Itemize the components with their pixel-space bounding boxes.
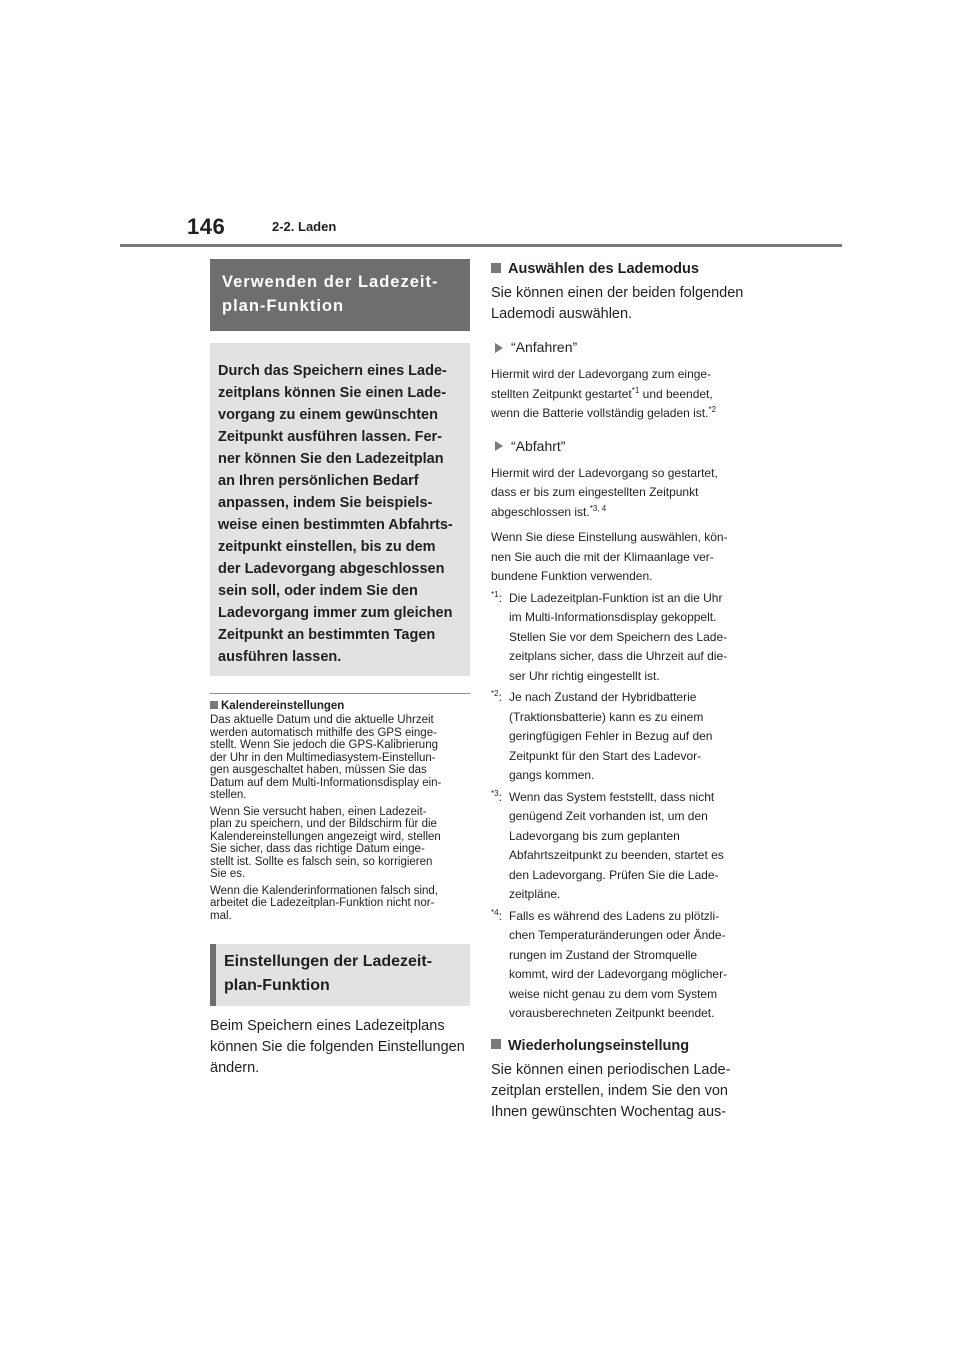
intro-line: anpassen, indem Sie beispiels- [218, 495, 433, 511]
divider [210, 693, 470, 694]
intro-line: Zeitpunkt ausführen lassen. Fer- [218, 429, 442, 445]
intro-line: vorgang zu einem gewünschten [218, 407, 438, 423]
section-title-line: plan-Funktion [222, 297, 345, 315]
square-bullet-icon [491, 263, 501, 273]
square-bullet-icon [210, 701, 218, 709]
mode-option-anfahren: “Anfahren” [491, 337, 753, 357]
intro-line: ner können Sie den Ladezeitplan [218, 451, 444, 467]
intro-line: zeitplans können Sie einen Lade- [218, 385, 447, 401]
subsection-title-line: plan-Funktion [224, 977, 330, 994]
calendar-paragraph: Wenn die Kalenderinformationen falsch sind, arbeitet die Ladezeitplan-Funktion nicht nor- mal. [210, 884, 439, 922]
mode-heading: Auswählen des Lademodus [491, 259, 753, 279]
intro-line: weise einen bestimmten Abfahrts- [218, 517, 453, 533]
intro-line: zeitpunkt einstellen, bis zu dem [218, 539, 436, 555]
intro-line: an Ihren persönlichen Bedarf [218, 473, 419, 489]
subsection-title-box [210, 944, 470, 1006]
intro-line: Zeitpunkt an bestimmten Tagen [218, 627, 436, 643]
left-column [210, 259, 470, 1079]
square-bullet-icon [491, 1039, 501, 1049]
footnote: $^{*4}$: Falls es während des Ladens zu plötzli- chen Temperaturänderungen oder Ände- rungen im Zustand der Stromquelle kommt, wird der Ladevorgang möglicher- weise nicht genau zu dem vom System vorausberechneten Zeitpunkt beendet. [491, 907, 728, 1020]
anfahren-description: Hiermit wird der Ladevorgang zum einge- stellten Zeitpunkt gestartet$^{*1}$ und beendet, wenn die Batterie vollständig geladen ist.$^{*2}$ [491, 367, 717, 420]
section-title-line: Verwenden der Ladezeit- [222, 273, 439, 291]
intro-line: ausführen lassen. [218, 649, 342, 665]
footnote: $^{*1}$: Die Ladezeitplan-Funktion ist an die Uhr im Multi-Informationsdisplay gekoppelt. Stellen Sie vor dem Speichern des Lade- zeitplans sicher, dass die Uhrzeit auf die- ser Uhr richtig eingestellt ist. [491, 589, 728, 683]
page-number: 146 [187, 214, 226, 239]
abfahrt-description: Hiermit wird der Ladevorgang so gestartet, dass er bis zum eingestellten Zeitpunkt abgeschlossen ist.$^{*3, 4}$ [491, 465, 718, 519]
right-column [491, 259, 753, 1123]
repeat-body: Sie können einen periodischen Lade- zeitplan erstellen, indem Sie den von Ihnen gewünschten Wochentag aus- [491, 1061, 731, 1120]
mode-option-abfahrt: “Abfahrt” [491, 436, 753, 456]
section-title-box [210, 259, 470, 331]
intro-line: Durch das Speichern eines Lade- [218, 363, 447, 379]
subsection-title-line: Einstellungen der Ladezeit- [224, 953, 433, 970]
intro-line: sein soll, oder indem Sie den [218, 583, 418, 599]
calendar-paragraph: Wenn Sie versucht haben, einen Ladezeit- plan zu speichern, und der Bildschirm für die Kalendereinstellungen angezeigt wird, stellen Sie sicher, dass das richtige Datum einge- stellt ist. Sollte es falsch sein, so korrigieren Sie es. [210, 805, 441, 880]
intro-line: Ladevorgang immer zum gleichen [218, 605, 453, 621]
footnote: $^{*3}$: Wenn das System feststellt, dass nicht genügend Zeit vorhanden ist, um den Ladevorgang bis zum geplanten Abfahrtszeitpunkt zu beenden, startet es den Ladevorgang. Prüfen Sie die Lade- zeitpläne. [491, 788, 724, 901]
climate-note: Wenn Sie diese Einstellung auswählen, kön- nen Sie auch die mit der Klimaanlage ver- bundene Funktion verwenden. [491, 530, 728, 583]
intro-box [210, 343, 470, 676]
settings-body: Beim Speichern eines Ladezeitplans können Sie die folgenden Einstellungen ändern. [210, 1018, 465, 1076]
mode-body: Sie können einen der beiden folgenden Lademodi auswählen. [491, 285, 744, 322]
triangle-bullet-icon [495, 441, 503, 451]
footnote: $^{*2}$: Je nach Zustand der Hybridbatterie (Traktionsbatterie) kann es zu einem geringfügigen Fehler in Bezug auf den Zeitpunkt für den Start des Ladevor- gangs kommen. [491, 689, 713, 782]
header-rule [120, 244, 842, 247]
calendar-heading: Kalendereinstellungen [210, 699, 470, 714]
section-label: 2-2. Laden [272, 219, 337, 234]
repeat-heading: Wiederholungseinstellung [491, 1036, 753, 1056]
calendar-paragraph: Das aktuelle Datum und die aktuelle Uhrzeit werden automatisch mithilfe des GPS einge- stellt. Wenn Sie jedoch die GPS-Kalibrierung der Uhr in den Multimediasystem-Einstellun- gen ausgeschaltet haben, müssen Sie das Datum auf dem Multi-Informationsdisplay ein- stellen. [210, 714, 442, 801]
intro-line: der Ladevorgang abgeschlossen [218, 561, 445, 577]
triangle-bullet-icon [495, 343, 503, 353]
